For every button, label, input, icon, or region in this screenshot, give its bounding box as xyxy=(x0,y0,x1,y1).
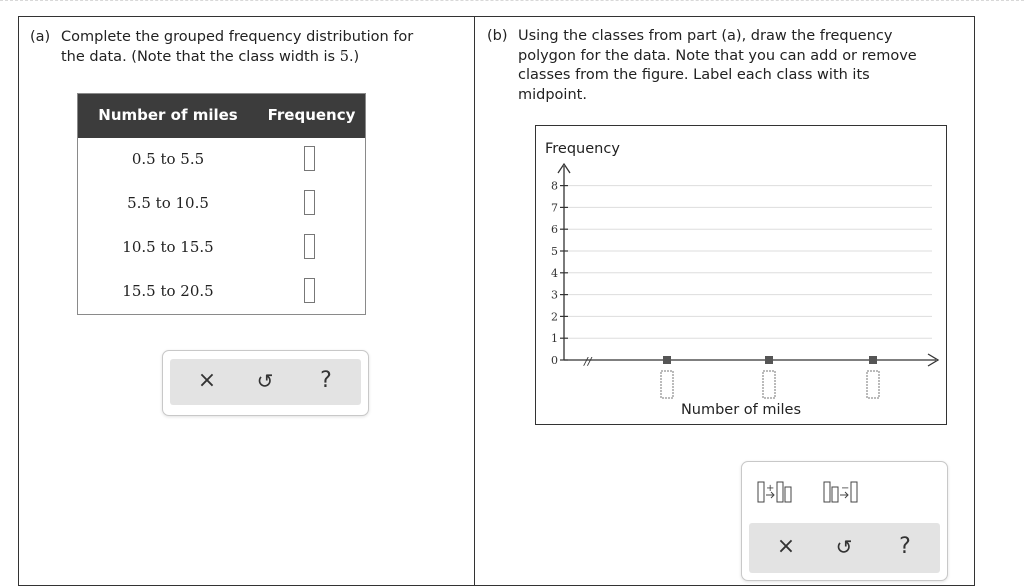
table-row xyxy=(78,226,365,270)
column-header-miles: Number of miles xyxy=(98,106,238,124)
midpoint-input[interactable] xyxy=(763,371,775,398)
frequency-input[interactable] xyxy=(304,234,315,259)
clear-button[interactable]: × xyxy=(197,368,217,393)
graph-canvas xyxy=(536,126,948,426)
y-tick-label: 5 xyxy=(551,245,558,258)
gridlines xyxy=(566,186,932,339)
class-label: 15.5 to 20.5 xyxy=(122,282,214,300)
graph-tools xyxy=(742,476,947,506)
part-b-line2: polygon for the data. Note that you can add or remove xyxy=(518,47,917,64)
table-header xyxy=(78,94,365,138)
column-header-frequency: Frequency xyxy=(267,106,356,124)
y-tick-label: 8 xyxy=(551,179,558,193)
column-divider xyxy=(474,16,475,586)
part-a-line2: the data. (Note that the class width is xyxy=(61,49,340,65)
y-tick-label: 7 xyxy=(551,201,558,215)
class-label: 0.5 to 5.5 xyxy=(131,150,205,168)
class-point[interactable] xyxy=(765,356,773,364)
frequency-input[interactable] xyxy=(304,146,315,171)
undo-button[interactable]: ↺ xyxy=(256,369,274,393)
class-point[interactable] xyxy=(869,356,877,364)
y-tick-label: 4 xyxy=(551,266,558,280)
frequency-input[interactable] xyxy=(304,278,315,303)
frequency-table xyxy=(77,93,366,315)
toolbar-a-bar xyxy=(170,359,361,405)
class-point[interactable] xyxy=(663,356,671,364)
svg-text:−: − xyxy=(841,483,850,494)
undo-button[interactable]: ↺ xyxy=(835,535,853,559)
help-button[interactable]: ? xyxy=(320,368,332,393)
class-label: 5.5 to 10.5 xyxy=(127,194,209,212)
frequency-input[interactable] xyxy=(304,190,315,215)
x-axis-label: Number of miles xyxy=(680,402,802,418)
y-axis-label: Frequency xyxy=(545,141,620,157)
part-b-instructions xyxy=(487,27,957,105)
table-row xyxy=(78,270,365,314)
part-b-line4: midpoint. xyxy=(518,86,587,103)
add-class-icon[interactable] xyxy=(758,482,791,502)
part-a-label: (a) xyxy=(30,29,51,45)
toolbar-b-bar xyxy=(749,523,940,573)
y-tick-label: 1 xyxy=(551,332,558,346)
y-tick-label: 3 xyxy=(551,288,558,302)
part-a-line2-end: .) xyxy=(348,49,360,65)
class-width-value: 5 xyxy=(339,49,349,65)
table-row xyxy=(78,182,365,226)
part-b-label: (b) xyxy=(487,28,508,44)
midpoint-input[interactable] xyxy=(867,371,879,398)
answer-toolbar-b xyxy=(741,461,948,581)
part-b-line3: classes from the figure. Label each class with its xyxy=(518,67,870,83)
y-tick-label: 2 xyxy=(551,310,558,324)
y-tick-label: 0 xyxy=(551,354,558,367)
top-divider xyxy=(0,0,1024,2)
y-ticks xyxy=(551,180,568,367)
remove-class-icon[interactable] xyxy=(824,482,857,502)
class-label: 10.5 to 15.5 xyxy=(122,238,214,256)
x-class-markers xyxy=(661,356,879,398)
frequency-polygon-graph[interactable] xyxy=(535,125,947,425)
clear-button[interactable]: × xyxy=(776,534,796,559)
table-row xyxy=(78,138,365,182)
part-a-instructions xyxy=(30,27,460,67)
y-tick-label: 6 xyxy=(551,223,558,237)
svg-text:+: + xyxy=(766,483,775,494)
part-a-line1: Complete the grouped frequency distribution for xyxy=(61,29,414,45)
answer-toolbar-a xyxy=(162,350,369,416)
help-button[interactable]: ? xyxy=(899,534,911,559)
part-b-line1: Using the classes from part (a), draw the frequency xyxy=(518,28,893,44)
midpoint-input[interactable] xyxy=(661,371,673,398)
axis-break-mark: // xyxy=(584,355,592,368)
